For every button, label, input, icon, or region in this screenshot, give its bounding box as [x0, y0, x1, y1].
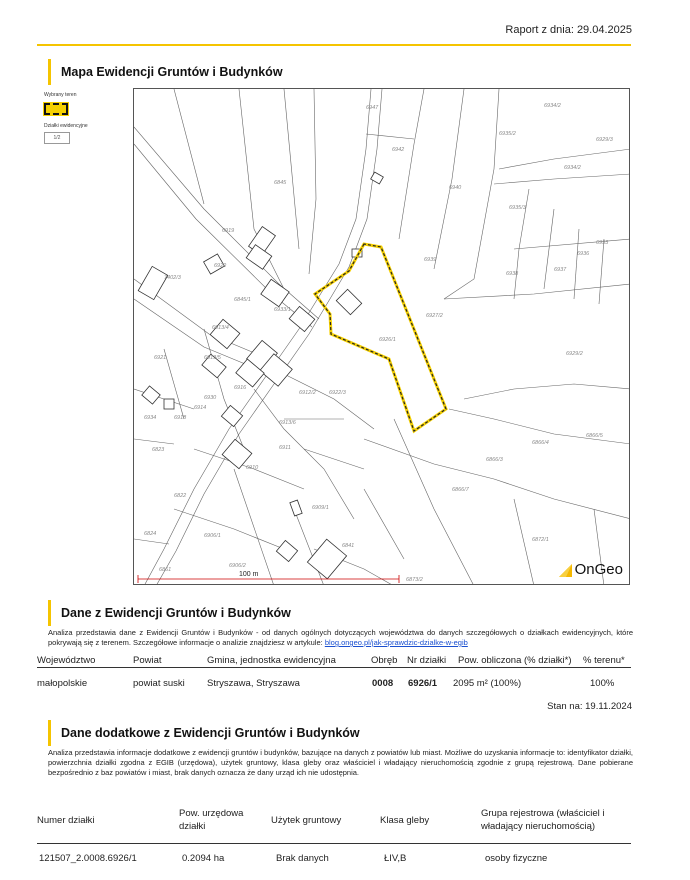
table-row: [37, 668, 631, 696]
egib-article-link[interactable]: blog.ongeo.pl/jak-sprawdzic-dzialke-w-egib: [324, 638, 468, 647]
parcel-label: 6933/1: [274, 307, 291, 313]
parcel-label: 6939: [424, 257, 437, 263]
parcel-label: 6937: [554, 267, 567, 273]
parcel-label: 6920: [214, 263, 227, 269]
cell-klasa-gleby: ŁIV,B: [384, 853, 407, 864]
parcel-label: 6930: [204, 395, 217, 401]
parcel-label: 6935/3: [509, 205, 526, 211]
parcel-label: 6919: [222, 228, 235, 234]
egib-table: [37, 652, 631, 696]
parcel-label: 6934: [144, 415, 157, 421]
col-pow-urzedowa: Pow. urzędowa działki: [179, 808, 244, 832]
egib-table-header: [37, 652, 631, 668]
col-gmina: Gmina, jednostka ewidencyjna: [207, 655, 336, 666]
parcel-label: 6866/7: [452, 487, 469, 493]
parcel-label: 6824: [144, 531, 157, 537]
egib-section-header: [48, 600, 291, 626]
cell-teren: 100%: [590, 678, 615, 689]
parcel-label: 6909/1: [312, 505, 329, 511]
parcel-label: 6910: [246, 465, 259, 471]
accent-bar: [48, 720, 51, 746]
top-divider: [37, 44, 631, 46]
map-legend: [44, 92, 124, 144]
cell-numer-dzialki: 121507_2.0008.6926/1: [39, 853, 137, 864]
parcel-label: 6866/3: [486, 457, 503, 463]
extra-section-title: Dane dodatkowe z Ewidencji Gruntów i Budynków: [61, 726, 360, 740]
cell-pow-urzedowa: 0.2094 ha: [182, 853, 225, 864]
scale-label: 100 m: [239, 571, 259, 578]
legend-parcels-swatch: 1/2: [44, 132, 70, 144]
table-row: [37, 844, 631, 868]
parcel-label: 6942: [392, 147, 405, 153]
parcel-label: 6921: [154, 355, 167, 361]
parcel-label: 6940: [449, 185, 462, 191]
col-uzytek: Użytek gruntowy: [271, 815, 342, 826]
ongeo-triangle-icon: [557, 562, 573, 578]
parcel-label: 6861: [159, 567, 172, 573]
parcel-label: 6845/1: [234, 297, 251, 303]
parcel-label: 6911: [279, 445, 291, 451]
parcel-label: 6934/2: [544, 103, 561, 109]
cell-obreb: 0008: [372, 678, 394, 689]
legend-selected-swatch: [44, 103, 68, 115]
parcel-label: 6845: [274, 180, 287, 186]
cell-grupa-rejestrowa: osoby fizyczne: [485, 853, 548, 864]
col-nr-dzialki: Nr działki: [407, 655, 447, 666]
parcel-label: 6866/4: [532, 440, 549, 446]
cell-gmina: Stryszawa, Stryszawa: [207, 678, 300, 689]
parcel-label: 6873/2: [406, 577, 423, 583]
stan-date: Stan na: 19.11.2024: [547, 701, 632, 712]
egib-section-title: Dane z Ewidencji Gruntów i Budynków: [61, 606, 291, 620]
parcel-label: 6947: [366, 105, 379, 111]
col-teren: % terenu*: [583, 655, 625, 666]
legend-selected-label: Wybrany teren: [44, 92, 77, 98]
ongeo-logo: [557, 561, 623, 578]
parcel-label: 6914: [194, 405, 207, 411]
cell-powiat: powiat suski: [133, 678, 185, 689]
cell-wojewodztwo: małopolskie: [37, 678, 88, 689]
parcel-label: 6922/3: [329, 390, 346, 396]
col-powiat: Powiat: [133, 655, 162, 666]
map-section-title: Mapa Ewidencji Gruntów i Budynków: [61, 65, 283, 79]
col-grupa-rejestrowa: Grupa rejestrowa (właściciel i władający nieruchomością): [481, 808, 605, 832]
parcel-label: 6929/2: [566, 351, 583, 357]
map-canvas: [134, 89, 630, 585]
parcel-label: 6918: [174, 415, 187, 421]
map-section-header: [48, 59, 283, 85]
parcel-label: 6872/1: [532, 537, 549, 543]
parcel-label: 6866/5: [586, 433, 603, 439]
parcel-label: 6822: [174, 493, 187, 499]
parcel-label: 6913/4: [212, 325, 229, 331]
parcel-label: 6906/1: [204, 533, 221, 539]
parcel-label: 6916: [234, 385, 247, 391]
col-numer-dzialki: Numer działki: [37, 815, 95, 826]
extra-table: [37, 806, 631, 868]
parcel-label: 6841: [342, 543, 355, 549]
accent-bar: [48, 600, 51, 626]
parcel-label: 6912/2: [299, 390, 316, 396]
parcel-label: 6934/2: [564, 165, 581, 171]
parcel-label: 6935/2: [499, 131, 516, 137]
parcel-label: 6913/5: [204, 355, 221, 361]
accent-bar: [48, 59, 51, 85]
extra-description: Analiza przedstawia informacje dodatkowe z ewidencji gruntów i budynków, bazujące na danych z powiatów lub miast. Możliwe do uzyskania informacje to: identyfikator działki, powierzchnia działki zgodna z EGIB (urzędowa), użytek gruntowy, klasa gleby oraz właściciel i władający nieruchomością zgodnie z grupą rejestrową. Dane pobierane bezpośrednio z baz powiatów i miast, brak danych oznacza że dany urząd ich nie udostępnia.: [48, 748, 633, 777]
col-wojewodztwo: Województwo: [37, 655, 96, 666]
extra-table-header: [37, 806, 631, 844]
parcel-label: 6936: [577, 251, 590, 257]
extra-section-header: [48, 720, 360, 746]
legend-parcels-label: Działki ewidencyjne: [44, 123, 88, 129]
egib-description: [48, 628, 633, 648]
col-klasa-gleby: Klasa gleby: [380, 815, 430, 826]
parcel-label: 6927/2: [426, 313, 443, 319]
parcel-label: 6906/2: [229, 563, 246, 569]
cell-uzytek: Brak danych: [276, 853, 329, 864]
ongeo-brand-text: OnGeo: [574, 561, 623, 578]
parcel-label: 6913/6: [279, 420, 296, 426]
parcel-label: 7402/3: [164, 275, 181, 281]
parcel-label: 6823: [152, 447, 165, 453]
cell-pow-obliczona: 2095 m² (100%): [453, 678, 522, 689]
parcel-label: 6929/3: [596, 137, 613, 143]
cell-nr-dzialki: 6926/1: [408, 678, 438, 689]
parcel-label: 6938: [506, 271, 519, 277]
parcel-label: 6926/1: [379, 337, 396, 343]
parcel-label: 6933: [596, 240, 609, 246]
col-pow-obliczona: Pow. obliczona (% działki*): [458, 655, 572, 666]
egib-description-text: Analiza przedstawia dane z Ewidencji Gruntów i Budynków - od danych ogólnych dotyczących województwa do danych szczegółowych o działkach ewidencyjnych, które pokrywają się z terenem. Szczegółowe informacje o analizie znajdziesz w artykule:: [48, 628, 633, 647]
cadastral-map[interactable]: [133, 88, 630, 585]
report-date: Raport z dnia: 29.04.2025: [505, 24, 632, 36]
col-obreb: Obręb: [371, 655, 398, 666]
